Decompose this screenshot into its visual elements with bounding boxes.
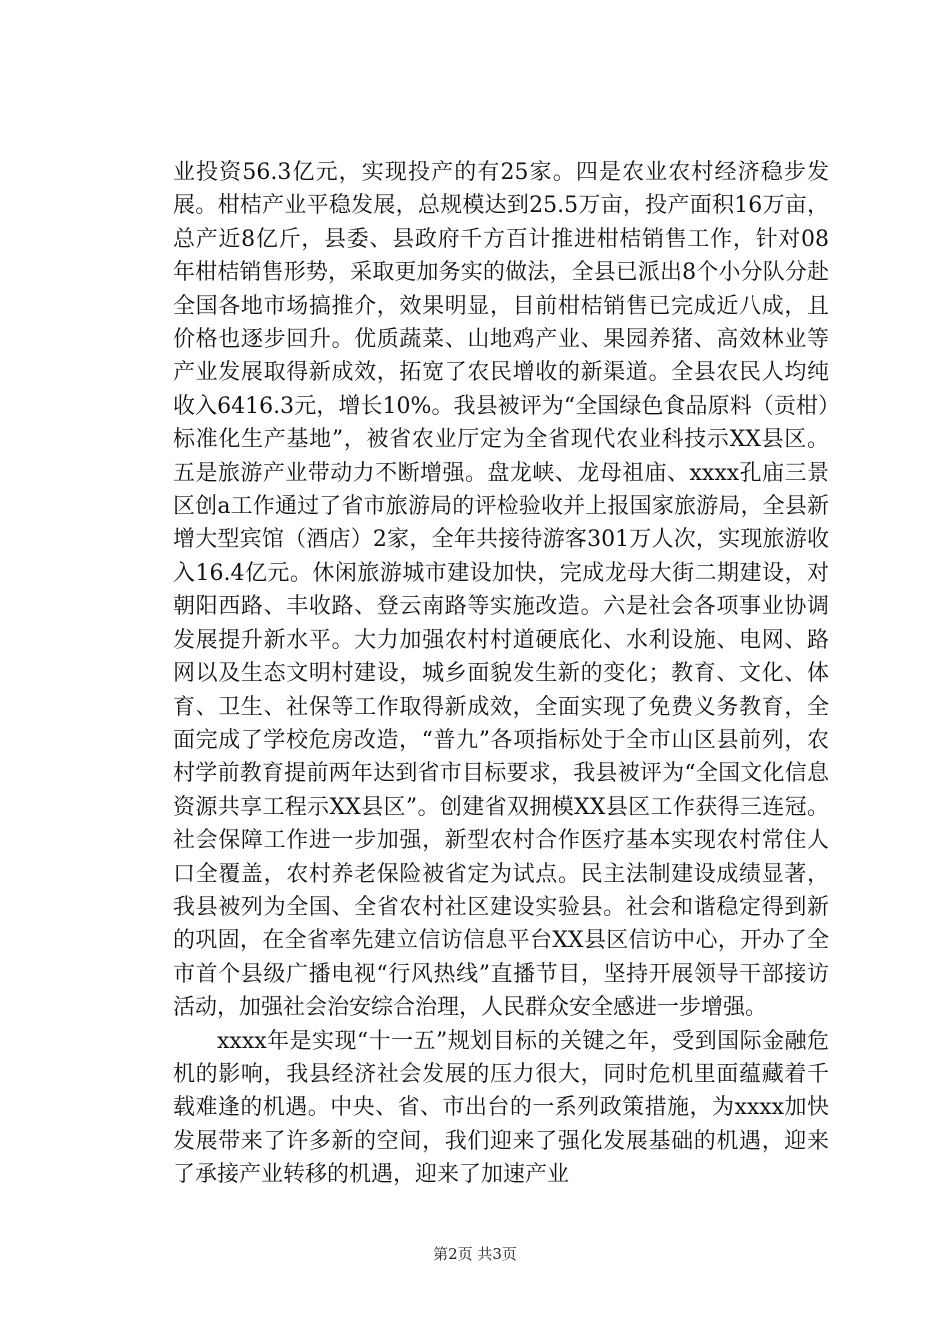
document-body: [173, 156, 829, 1192]
body-paragraph-2: xxxx年是实现“十一五”规划目标的关键之年，受到国际金融危机的影响，我县经济社会发展的压力很大，同时危机里面蕴藏着千载难逢的机遇。中央、省、市出台的一系列政策措施，为xxxx加快发展带来了许多新的空间，我们迎来了强化发展基础的机遇，迎来了承接产业转移的机遇，迎来了加速产业: [173, 1028, 829, 1188]
page-number-footer: 第2页 共3页: [433, 1245, 517, 1263]
body-paragraph-1: 业投资56.3亿元，实现投产的有25家。四是农业农村经济稳步发展。柑桔产业平稳发展，总规模达到25.5万亩，投产面积16万亩，总产近8亿斤，县委、县政府千方百计推进柑桔销售工作，针对08年柑桔销售形势，采取更加务实的做法，全县已派出8个小分队分赴全国各地市场搞推介，效果明显，目前柑桔销售已完成近八成，且价格也逐步回升。优质蔬菜、山地鸡产业、果园养猪、高效林业等产业发展取得新成效，拓宽了农民增收的新渠道。全县农民人均纯收入6416.3元，增长10%。我县被评为“全国绿色食品原料（贡柑）标准化生产基地”，被省农业厅定为全省现代农业科技示XX县区。五是旅游产业带动力不断增强。盘龙峡、龙母祖庙、xxxx孔庙三景区创a工作通过了省市旅游局的评检验收并上报国家旅游局，全县新增大型宾馆（酒店）2家，全年共接待游客301万人次，实现旅游收入16.4亿元。休闲旅游城市建设加快，完成龙母大街二期建设，对朝阳西路、丰收路、登云南路等实施改造。六是社会各项事业协调发展提升新水平。大力加强农村村道硬底化、水利设施、电网、路网以及生态文明村建设，城乡面貌发生新的变化；教育、文化、体育、卫生、社保等工作取得新成效，全面实现了免费义务教育，全面完成了学校危房改造，“普九”各项指标处于全市山区县前列，农村学前教育提前两年达到省市目标要求，我县被评为“全国文化信息资源共享工程示XX县区”。创建省双拥模XX县区工作获得三连冠。社会保障工作进一步加强，新型农村合作医疗基本实现农村常住人口全覆盖，农村养老保险被省定为试点。民主法制建设成绩显著，我县被列为全国、全省农村社区建设实验县。社会和谐稳定得到新的巩固，在全省率先建立信访信息平台XX县区信访中心，开办了全市首个县级广播电视“行风热线”直播节目，坚持开展领导干部接访活动，加强社会治安综合治理，人民群众安全感进一步增强。: [173, 160, 829, 1021]
